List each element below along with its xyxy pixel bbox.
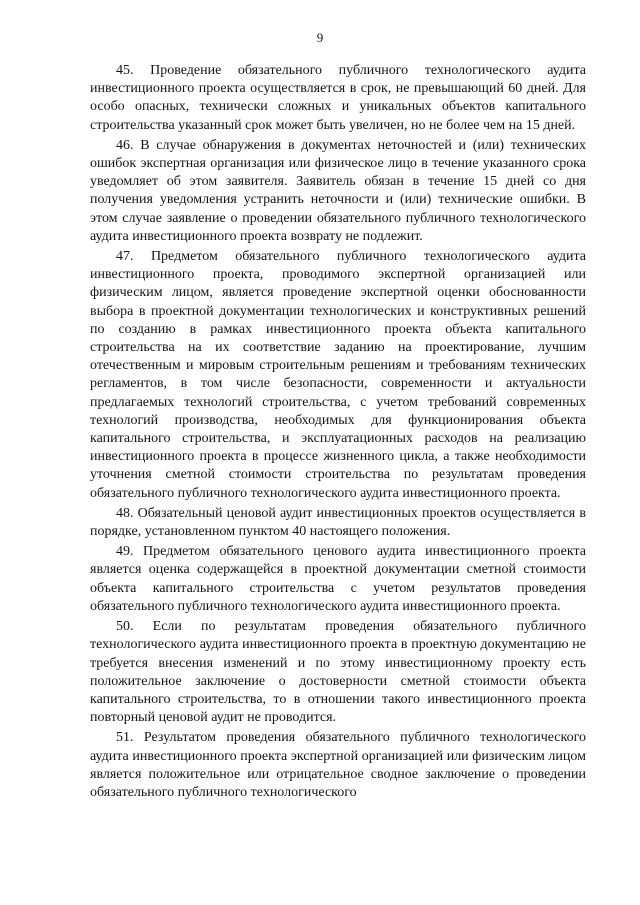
document-body [90,62,586,802]
paragraph-50: 50. Если по результатам проведения обязательного публичного технологического аудита инвестиционного проекта в проектную документацию не требуется внесения изменений и по этому инвестиционному проекту есть положительное заключение о достоверности сметной стоимости объекта капитального строительства, то в отношении такого инвестиционного проекта повторный ценовой аудит не проводится. [90,619,586,726]
paragraph-49: 49. Предметом обязательного ценового аудита инвестиционного проекта является оценка содержащейся в проектной документации сметной стоимости объекта капитального строительства с учетом результатов проведения обязательного публичного технологического аудита инвестиционного проекта. [90,544,586,614]
paragraph-51: 51. Результатом проведения обязательного публичного технологического аудита инвестиционного проекта экспертной организацией или физическим лицом является положительное или отрицательное сводное заключение о проведении обязательного публичного технологического [90,730,586,800]
paragraph-46: 46. В случае обнаружения в документах неточностей и (или) технических ошибок экспертная организация или физическое лицо в течение указанного срока уведомляет об этом заявителя. Заявитель обязан в течение 15 дней со дня получения уведомления устранить неточности и (или) технические ошибки. В этом случае заявление о проведении обязательного публичного технологического аудита инвестиционного проекта возврату не подлежит. [90,137,586,244]
page-number: 9 [316,30,324,45]
paragraph-45: 45. Проведение обязательного публичного технологического аудита инвестиционного проекта осуществляется в срок, не превышающий 60 дней. Для особо опасных, технически сложных и уникальных объектов капитального строительства указанный срок может быть увеличен, но не более чем на 15 дней. [90,63,586,133]
paragraph-48: 48. Обязательный ценовой аудит инвестиционных проектов осуществляется в порядке, установленном пунктом 40 настоящего положения. [90,505,586,540]
paragraph-47: 47. Предметом обязательного публичного технологического аудита инвестиционного проекта, проводимого экспертной организацией или физическим лицом, является проведение экспертной оценки обоснованности выбора в проектной документации технологических и конструктивных решений по созданию в рамках инвестиционного проекта объекта капитального строительства на их соответствие заданию на проектирование, лучшим отечественным и мировым строительным решениям и требованиям технических регламентов, в том числе безопасности, современности и актуальности предлагаемых технологий строительства, с учетом требований современных технологий производства, необходимых для функционирования объекта капитального строительства, и эксплуатационных расходов на реализацию инвестиционного проекта в процессе жизненного цикла, а также необходимости уточнения сметной стоимости строительства по результатам проведения обязательного публичного технологического аудита инвестиционного проекта. [90,249,586,501]
